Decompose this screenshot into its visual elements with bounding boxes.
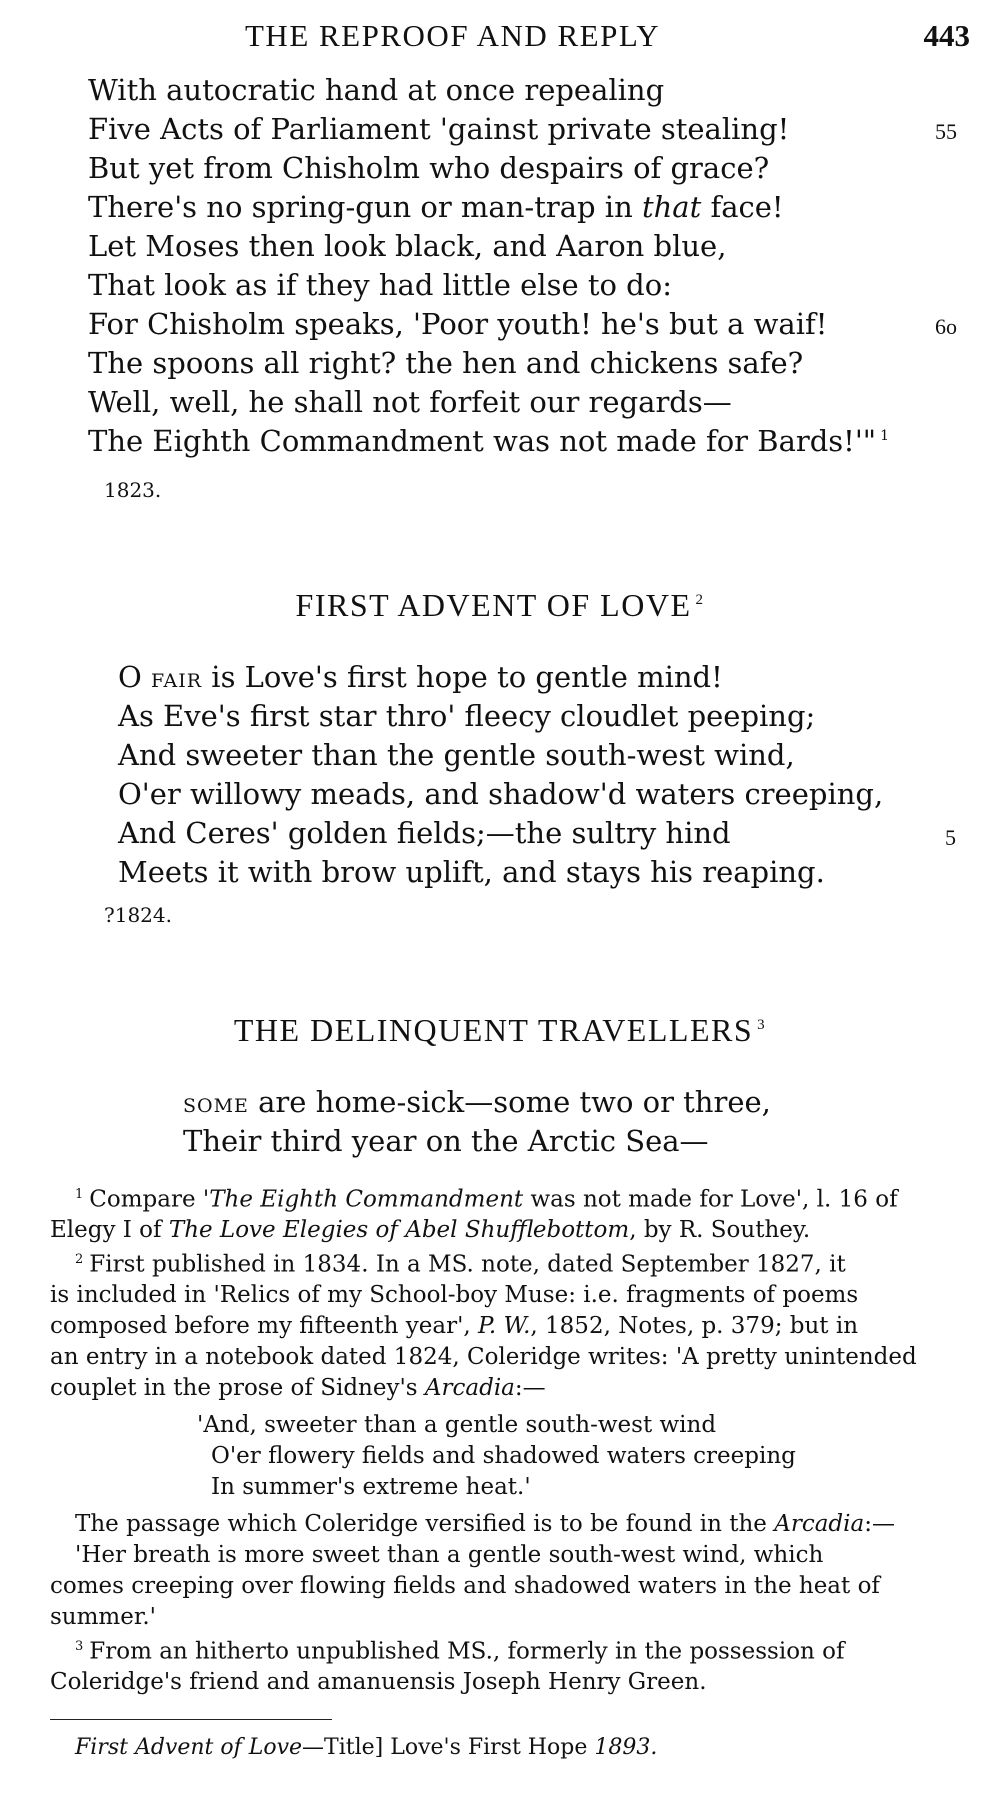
poem-title-text: FIRST ADVENT OF LOVE xyxy=(295,587,692,623)
poem-date: ?1824. xyxy=(104,903,172,927)
footnote-divider xyxy=(50,1719,332,1720)
verse-line: Let Moses then look black, and Aaron blue, xyxy=(88,229,727,263)
verse-line: And Ceres' golden fields;—the sultry hind xyxy=(118,816,731,850)
footnote-1 xyxy=(75,1188,898,1212)
footnote-text: , by R. Southey. xyxy=(629,1217,811,1243)
footnote-number: 2 xyxy=(75,1252,84,1267)
quoted-line: In summer's extreme heat.' xyxy=(211,1474,531,1500)
footnote-italic: P. W. xyxy=(478,1313,531,1339)
footnote-2-line xyxy=(50,1315,858,1338)
running-title: THE REPROOF AND REPLY xyxy=(245,18,661,53)
footnote-3 xyxy=(75,1640,845,1664)
verse-line: With autocratic hand at once repealing xyxy=(88,73,665,107)
footnote-number: 1 xyxy=(75,1187,84,1202)
poem-title xyxy=(0,1012,1000,1049)
verse-line: Well, well, he shall not forfeit our regards— xyxy=(88,385,732,419)
footnote-3-line: Coleridge's friend and amanuensis Joseph Henry Green. xyxy=(50,1669,707,1695)
variant-italic-year: 1893. xyxy=(594,1735,658,1760)
verse-line: The spoons all right? the hen and chickens safe? xyxy=(88,346,804,380)
verse-text: are home-sick—some two or three, xyxy=(248,1085,771,1119)
verse-line xyxy=(88,424,890,458)
verse-text: O xyxy=(118,660,151,694)
poem-date: 1823. xyxy=(104,478,162,502)
verse-line xyxy=(183,1085,771,1119)
verse-line: For Chisholm speaks, 'Poor youth! he's but a waif! xyxy=(88,307,828,341)
verse-line: O'er willowy meads, and shadow'd waters creeping, xyxy=(118,777,884,811)
footnote-text: :— xyxy=(514,1375,546,1401)
footnote-2-line xyxy=(75,1513,895,1536)
verse-line: Five Acts of Parliament 'gainst private stealing! xyxy=(88,112,790,146)
page-number: 443 xyxy=(923,18,970,53)
footnote-text: First published in 1834. In a MS. note, dated September 1827, it xyxy=(89,1251,846,1278)
quoted-line: O'er flowery fields and shadowed waters creeping xyxy=(211,1443,796,1469)
footnote-number: 3 xyxy=(75,1639,84,1654)
footnote-italic: Arcadia xyxy=(774,1511,865,1537)
variant-text: —Title] Love's First Hope xyxy=(302,1735,595,1760)
footnote-text: Elegy I of xyxy=(50,1217,169,1243)
footnote-2-line: comes creeping over flowing fields and shadowed waters in the heat of xyxy=(50,1573,880,1599)
verse-text: face! xyxy=(701,190,784,224)
verse-line: Their third year on the Arctic Sea— xyxy=(183,1124,709,1158)
footnote-2-line: an entry in a notebook dated 1824, Coleridge writes: 'A pretty unintended xyxy=(50,1344,917,1370)
footnote-2-line xyxy=(50,1377,546,1400)
footnote-text: couplet in the prose of Sidney's xyxy=(50,1375,425,1401)
footnote-mark: 1 xyxy=(880,428,890,445)
poem-title xyxy=(0,587,1000,624)
verse-text: The Eighth Commandment was not made for Bards!'" xyxy=(88,424,877,458)
verse-line: And sweeter than the gentle south-west wind, xyxy=(118,738,795,772)
verse-line: That look as if they had little else to do: xyxy=(88,268,672,302)
footnote-text: , 1852, Notes, p. 379; but in xyxy=(530,1313,859,1339)
footnote-text: composed before my fifteenth year', xyxy=(50,1313,479,1339)
footnote-text: From an hitherto unpublished MS., formerly in the possession of xyxy=(89,1638,845,1665)
verse-text: is Love's first hope to gentle mind! xyxy=(202,660,723,694)
small-caps-word: FAIR xyxy=(151,670,203,692)
running-head xyxy=(0,18,1000,62)
footnote-2-line: 'Her breath is more sweet than a gentle south-west wind, which xyxy=(75,1542,824,1568)
variant-italic-title: First Advent of Love xyxy=(75,1735,303,1760)
verse-line xyxy=(88,190,784,224)
footnote-2 xyxy=(75,1253,846,1277)
line-number: 5 xyxy=(945,825,956,850)
footnote-italic: The Love Elegies of Abel Shufflebottom xyxy=(168,1217,630,1243)
verse-line xyxy=(118,660,723,694)
footnote-text: :— xyxy=(864,1511,895,1537)
footnote-text: The passage which Coleridge versified is to be found in the xyxy=(75,1511,775,1537)
footnote-text: Compare ' xyxy=(89,1186,210,1213)
footnote-1-cont xyxy=(50,1219,810,1242)
line-number: 6o xyxy=(935,314,957,339)
footnote-italic: The Eighth Commandment xyxy=(209,1186,524,1213)
verse-text: There's no spring-gun or man-trap in xyxy=(88,190,642,224)
footnote-italic: Arcadia xyxy=(424,1375,515,1401)
footnote-2-line: is included in 'Relics of my School-boy Muse: i.e. fragments of poems xyxy=(50,1282,859,1308)
verse-line: As Eve's first star thro' fleecy cloudlet peeping; xyxy=(118,699,816,733)
small-caps-word: SOME xyxy=(183,1095,249,1117)
italic-word: that xyxy=(641,190,702,224)
footnote-mark: 3 xyxy=(757,1017,767,1034)
footnote-mark: 2 xyxy=(695,592,705,609)
verse-line: But yet from Chisholm who despairs of grace? xyxy=(88,151,770,185)
footnote-text: was not made for Love', l. 16 of xyxy=(523,1186,898,1213)
quoted-line: 'And, sweeter than a gentle south-west wind xyxy=(197,1412,717,1438)
textual-variant xyxy=(75,1735,657,1760)
verse-line: Meets it with brow uplift, and stays his reaping. xyxy=(118,855,825,889)
line-number: 55 xyxy=(935,119,957,144)
poem-title-text: THE DELINQUENT TRAVELLERS xyxy=(233,1012,754,1048)
footnote-2-line: summer.' xyxy=(50,1604,156,1630)
